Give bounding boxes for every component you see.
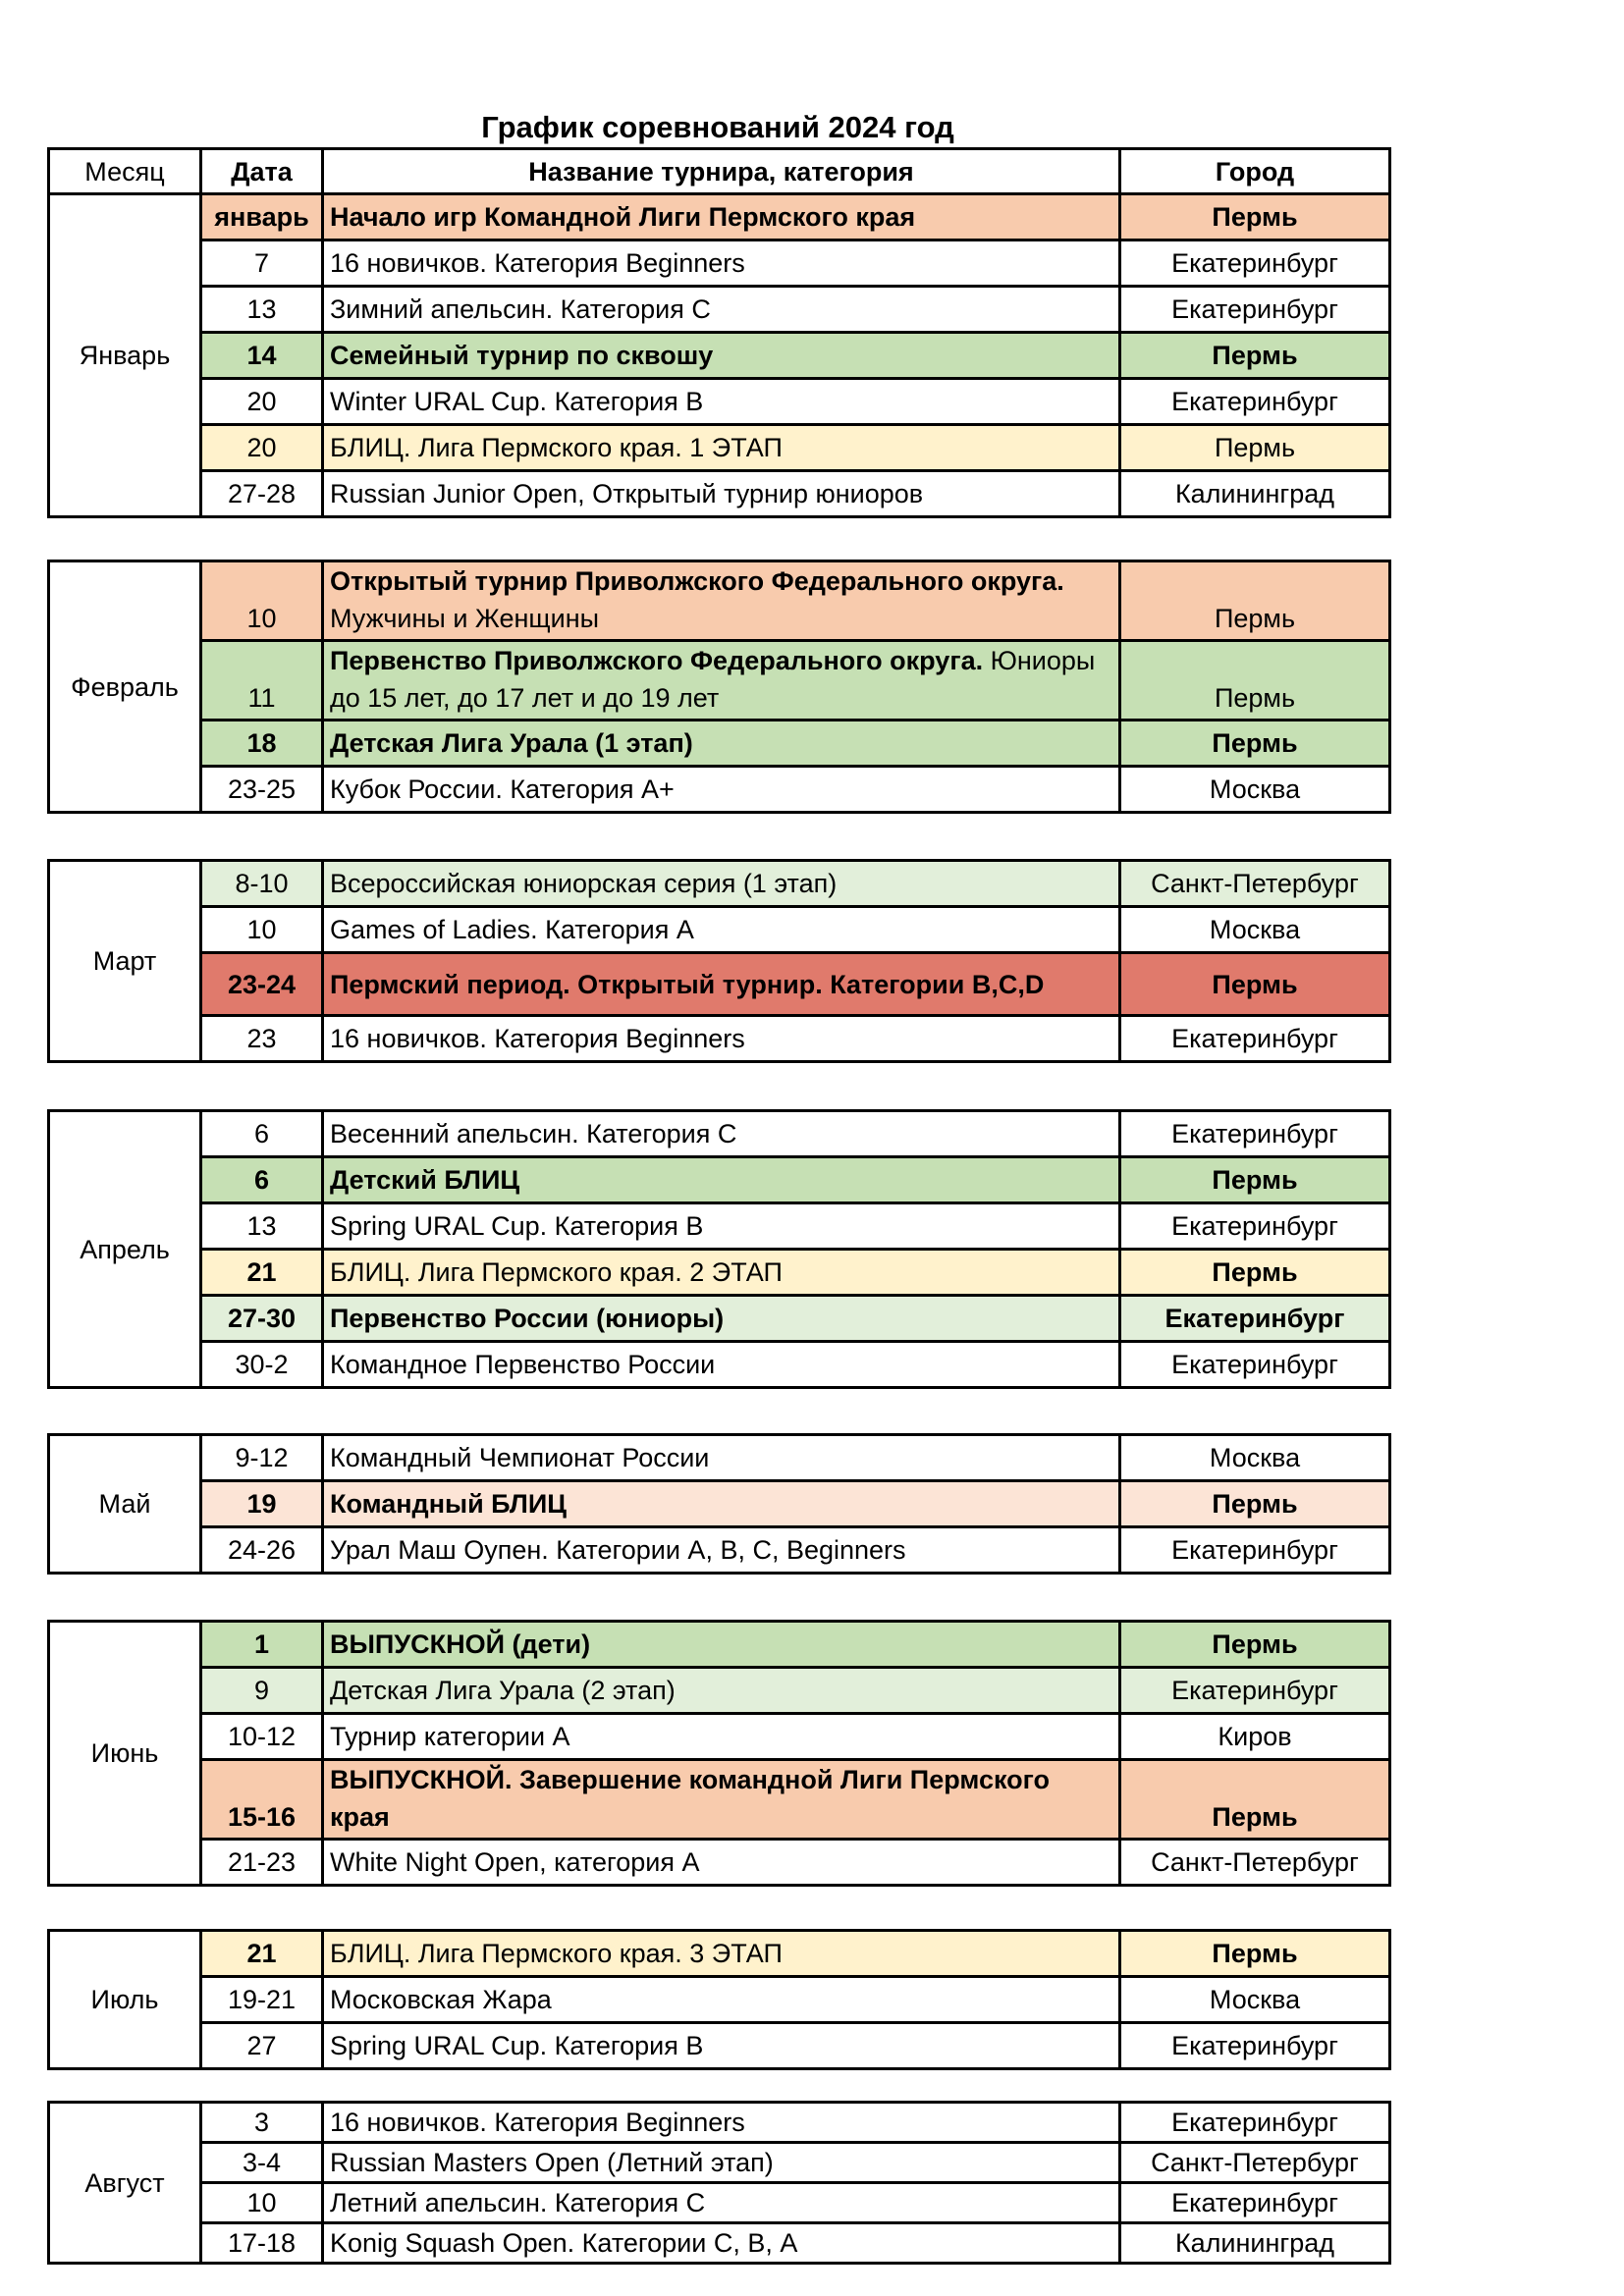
event-title-rest: Юниоры до 15 лет, до 17 лет и до 19 лет: [330, 646, 1096, 713]
event-date: 3: [201, 2103, 323, 2143]
event-city: Пермь: [1120, 1157, 1390, 1203]
month-table: [47, 2101, 1391, 2265]
event-city: Екатеринбург: [1120, 2023, 1390, 2069]
event-date: 7: [201, 240, 323, 287]
event-title: Spring URAL Cup. Категория В: [330, 2031, 704, 2060]
event-city: Пермь: [1120, 641, 1390, 721]
event-date: 20: [201, 425, 323, 471]
event-name: [323, 2183, 1120, 2223]
event-name: [323, 1435, 1120, 1481]
event-date: 27-28: [201, 471, 323, 517]
event-title: Russian Junior Open, Открытый турнир юниоров: [330, 479, 924, 508]
event-date: январь: [201, 194, 323, 240]
event-title: БЛИЦ. Лига Пермского края. 3 ЭТАП: [330, 1939, 783, 1968]
event-title: 16 новичков. Категория Beginners: [330, 2108, 745, 2137]
event-city: Екатеринбург: [1120, 2103, 1390, 2143]
event-name: [323, 1296, 1120, 1342]
table-row: [49, 1668, 1390, 1714]
month-label: Июнь: [49, 1622, 201, 1886]
event-name: [323, 907, 1120, 953]
month-label: Август: [49, 2103, 201, 2264]
month-table: [47, 1433, 1391, 1575]
event-title: Урал Маш Оупен. Категории А, В, С, Beginners: [330, 1535, 906, 1565]
table-row: [49, 907, 1390, 953]
event-name: [323, 333, 1120, 379]
event-name: [323, 721, 1120, 767]
event-name: [323, 1203, 1120, 1250]
event-date: 27-30: [201, 1296, 323, 1342]
event-city: Екатеринбург: [1120, 1203, 1390, 1250]
event-name: [323, 1481, 1120, 1527]
event-date: 24-26: [201, 1527, 323, 1574]
event-date: 3-4: [201, 2143, 323, 2183]
event-name: [323, 471, 1120, 517]
event-date: 21-23: [201, 1840, 323, 1886]
table-row: [49, 1527, 1390, 1574]
table-row: [49, 2143, 1390, 2183]
event-date: 6: [201, 1111, 323, 1157]
event-date: 20: [201, 379, 323, 425]
event-title: Детский БЛИЦ: [330, 1165, 520, 1195]
event-name: [323, 425, 1120, 471]
event-title: Games of Ladies. Категория А: [330, 915, 694, 944]
table-row: [49, 1342, 1390, 1388]
event-city: Екатеринбург: [1120, 1342, 1390, 1388]
event-title: Konig Squash Open. Категории С, В, А: [330, 2228, 798, 2258]
event-city: Киров: [1120, 1714, 1390, 1760]
event-name: [323, 1016, 1120, 1062]
table-row: [49, 1622, 1390, 1668]
event-city: Пермь: [1120, 1622, 1390, 1668]
table-row: [49, 2103, 1390, 2143]
event-date: 19-21: [201, 1977, 323, 2023]
event-title: Детская Лига Урала (2 этап): [330, 1676, 676, 1705]
event-city: Екатеринбург: [1120, 2183, 1390, 2223]
event-title: Всероссийская юниорская серия (1 этап): [330, 869, 838, 898]
event-name: [323, 1840, 1120, 1886]
event-date: 11: [201, 641, 323, 721]
event-city: Пермь: [1120, 425, 1390, 471]
month-table: [47, 147, 1391, 518]
event-name: [323, 287, 1120, 333]
event-city: Пермь: [1120, 561, 1390, 641]
event-city: Пермь: [1120, 1481, 1390, 1527]
event-name: [323, 767, 1120, 813]
table-row: [49, 1435, 1390, 1481]
event-title: Зимний апельсин. Категория С: [330, 294, 711, 324]
event-date: 10: [201, 561, 323, 641]
event-date: 18: [201, 721, 323, 767]
event-name: [323, 1527, 1120, 1574]
table-row: [49, 1760, 1390, 1840]
event-date: 10-12: [201, 1714, 323, 1760]
event-date: 8-10: [201, 861, 323, 907]
table-row: [49, 641, 1390, 721]
event-city: Пермь: [1120, 721, 1390, 767]
event-name: [323, 2223, 1120, 2264]
table-row: [49, 2023, 1390, 2069]
header-city: Город: [1120, 149, 1390, 194]
event-name: [323, 2103, 1120, 2143]
month-label: Март: [49, 861, 201, 1062]
event-date: 15-16: [201, 1760, 323, 1840]
table-row: [49, 767, 1390, 813]
event-date: 6: [201, 1157, 323, 1203]
event-date: 17-18: [201, 2223, 323, 2264]
event-name: [323, 2143, 1120, 2183]
event-city: Москва: [1120, 1435, 1390, 1481]
event-date: 13: [201, 287, 323, 333]
event-title: ВЫПУСКНОЙ. Завершение командной Лиги Пермского края: [330, 1765, 1051, 1832]
event-city: Екатеринбург: [1120, 1668, 1390, 1714]
event-city: Екатеринбург: [1120, 1296, 1390, 1342]
event-title: Командный Чемпионат России: [330, 1443, 710, 1472]
event-title: БЛИЦ. Лига Пермского края. 1 ЭТАП: [330, 433, 783, 462]
table-row: [49, 471, 1390, 517]
table-row: [49, 194, 1390, 240]
event-city: Калининград: [1120, 471, 1390, 517]
event-city: Пермь: [1120, 1931, 1390, 1977]
table-row: [49, 2223, 1390, 2264]
event-name: [323, 1111, 1120, 1157]
event-title: Spring URAL Cup. Категория В: [330, 1211, 704, 1241]
event-name: [323, 1342, 1120, 1388]
month-table: [47, 1109, 1391, 1389]
event-name: [323, 1157, 1120, 1203]
event-name: [323, 861, 1120, 907]
event-title: ВЫПУСКНОЙ (дети): [330, 1629, 591, 1659]
event-city: Екатеринбург: [1120, 287, 1390, 333]
month-table: [47, 560, 1391, 814]
event-city: Екатеринбург: [1120, 379, 1390, 425]
table-row: [49, 425, 1390, 471]
event-date: 10: [201, 907, 323, 953]
event-name: [323, 1977, 1120, 2023]
event-title: 16 новичков. Категория Beginners: [330, 248, 745, 278]
month-table: [47, 1620, 1391, 1887]
event-city: Пермь: [1120, 333, 1390, 379]
event-city: Санкт-Петербург: [1120, 1840, 1390, 1886]
event-city: Пермь: [1120, 953, 1390, 1016]
event-city: Санкт-Петербург: [1120, 2143, 1390, 2183]
event-title-rest: Мужчины и Женщины: [330, 604, 600, 633]
event-date: 9: [201, 1668, 323, 1714]
table-row: [49, 1296, 1390, 1342]
event-title: Московская Жара: [330, 1985, 552, 2014]
table-row: [49, 721, 1390, 767]
event-city: Москва: [1120, 1977, 1390, 2023]
event-title: Пермский период. Открытый турнир. Категории В,С,D: [330, 969, 1045, 999]
event-title: Семейный турнир по сквошу: [330, 341, 714, 370]
table-header: [49, 149, 1390, 194]
page-title: График соревнований 2024 год: [481, 110, 954, 144]
event-name: [323, 2023, 1120, 2069]
event-date: 9-12: [201, 1435, 323, 1481]
event-title: БЛИЦ. Лига Пермского края. 2 ЭТАП: [330, 1257, 783, 1287]
event-title: Летний апельсин. Категория С: [330, 2188, 706, 2217]
table-row: [49, 1016, 1390, 1062]
table-row: [49, 1203, 1390, 1250]
event-date: 21: [201, 1931, 323, 1977]
table-row: [49, 953, 1390, 1016]
event-title: Начало игр Командной Лиги Пермского края: [330, 202, 916, 232]
event-title: 16 новичков. Категория Beginners: [330, 1024, 745, 1053]
event-title: Командный БЛИЦ: [330, 1489, 567, 1519]
event-city: Санкт-Петербург: [1120, 861, 1390, 907]
event-date: 14: [201, 333, 323, 379]
event-name: [323, 1931, 1120, 1977]
event-name: [323, 1250, 1120, 1296]
month-label: Апрель: [49, 1111, 201, 1388]
event-date: 13: [201, 1203, 323, 1250]
event-title: Турнир категории А: [330, 1722, 570, 1751]
event-name: [323, 1668, 1120, 1714]
month-label: Январь: [49, 194, 201, 517]
event-city: Екатеринбург: [1120, 1111, 1390, 1157]
table-row: [49, 1250, 1390, 1296]
event-title: Первенство Приволжского Федерального округа.: [330, 646, 984, 675]
event-title: Кубок России. Категория А+: [330, 774, 675, 804]
event-title: White Night Open, категория А: [330, 1847, 700, 1877]
month-label: Май: [49, 1435, 201, 1574]
table-row: [49, 1714, 1390, 1760]
event-date: 21: [201, 1250, 323, 1296]
event-name: [323, 194, 1120, 240]
table-row: [49, 1481, 1390, 1527]
event-title: Открытый турнир Приволжского Федерального округа.: [330, 566, 1064, 596]
table-row: [49, 240, 1390, 287]
table-row: [49, 1840, 1390, 1886]
header-month: Месяц: [49, 149, 201, 194]
table-row: [49, 1111, 1390, 1157]
event-name: [323, 1760, 1120, 1840]
event-title: Первенство России (юниоры): [330, 1304, 725, 1333]
event-date: 1: [201, 1622, 323, 1668]
event-title: Детская Лига Урала (1 этап): [330, 728, 693, 758]
event-city: Москва: [1120, 907, 1390, 953]
event-date: 23: [201, 1016, 323, 1062]
event-city: Екатеринбург: [1120, 1016, 1390, 1062]
event-date: 23-24: [201, 953, 323, 1016]
table-row: [49, 1931, 1390, 1977]
month-label: Февраль: [49, 561, 201, 813]
event-city: Екатеринбург: [1120, 1527, 1390, 1574]
event-city: Пермь: [1120, 194, 1390, 240]
table-row: [49, 379, 1390, 425]
event-city: Пермь: [1120, 1250, 1390, 1296]
event-date: 27: [201, 2023, 323, 2069]
table-row: [49, 287, 1390, 333]
table-row: [49, 1157, 1390, 1203]
event-name: [323, 379, 1120, 425]
table-row: [49, 333, 1390, 379]
event-name: [323, 561, 1120, 641]
event-title: Командное Первенство России: [330, 1350, 716, 1379]
table-row: [49, 1977, 1390, 2023]
event-city: Пермь: [1120, 1760, 1390, 1840]
event-date: 30-2: [201, 1342, 323, 1388]
event-title: Весенний апельсин. Категория С: [330, 1119, 737, 1148]
event-name: [323, 240, 1120, 287]
event-name: [323, 1622, 1120, 1668]
table-row: [49, 2183, 1390, 2223]
table-row: [49, 861, 1390, 907]
event-date: 19: [201, 1481, 323, 1527]
event-name: [323, 641, 1120, 721]
header-name: Название турнира, категория: [323, 149, 1120, 194]
month-label: Июль: [49, 1931, 201, 2069]
event-date: 10: [201, 2183, 323, 2223]
event-name: [323, 1714, 1120, 1760]
event-title: Russian Masters Open (Летний этап): [330, 2148, 774, 2177]
event-city: Екатеринбург: [1120, 240, 1390, 287]
header-date: Дата: [201, 149, 323, 194]
month-table: [47, 1929, 1391, 2070]
event-title: Winter URAL Cup. Категория В: [330, 387, 704, 416]
month-table: [47, 859, 1391, 1063]
event-city: Москва: [1120, 767, 1390, 813]
event-city: Калининград: [1120, 2223, 1390, 2264]
event-date: 23-25: [201, 767, 323, 813]
event-name: [323, 953, 1120, 1016]
table-row: [49, 561, 1390, 641]
